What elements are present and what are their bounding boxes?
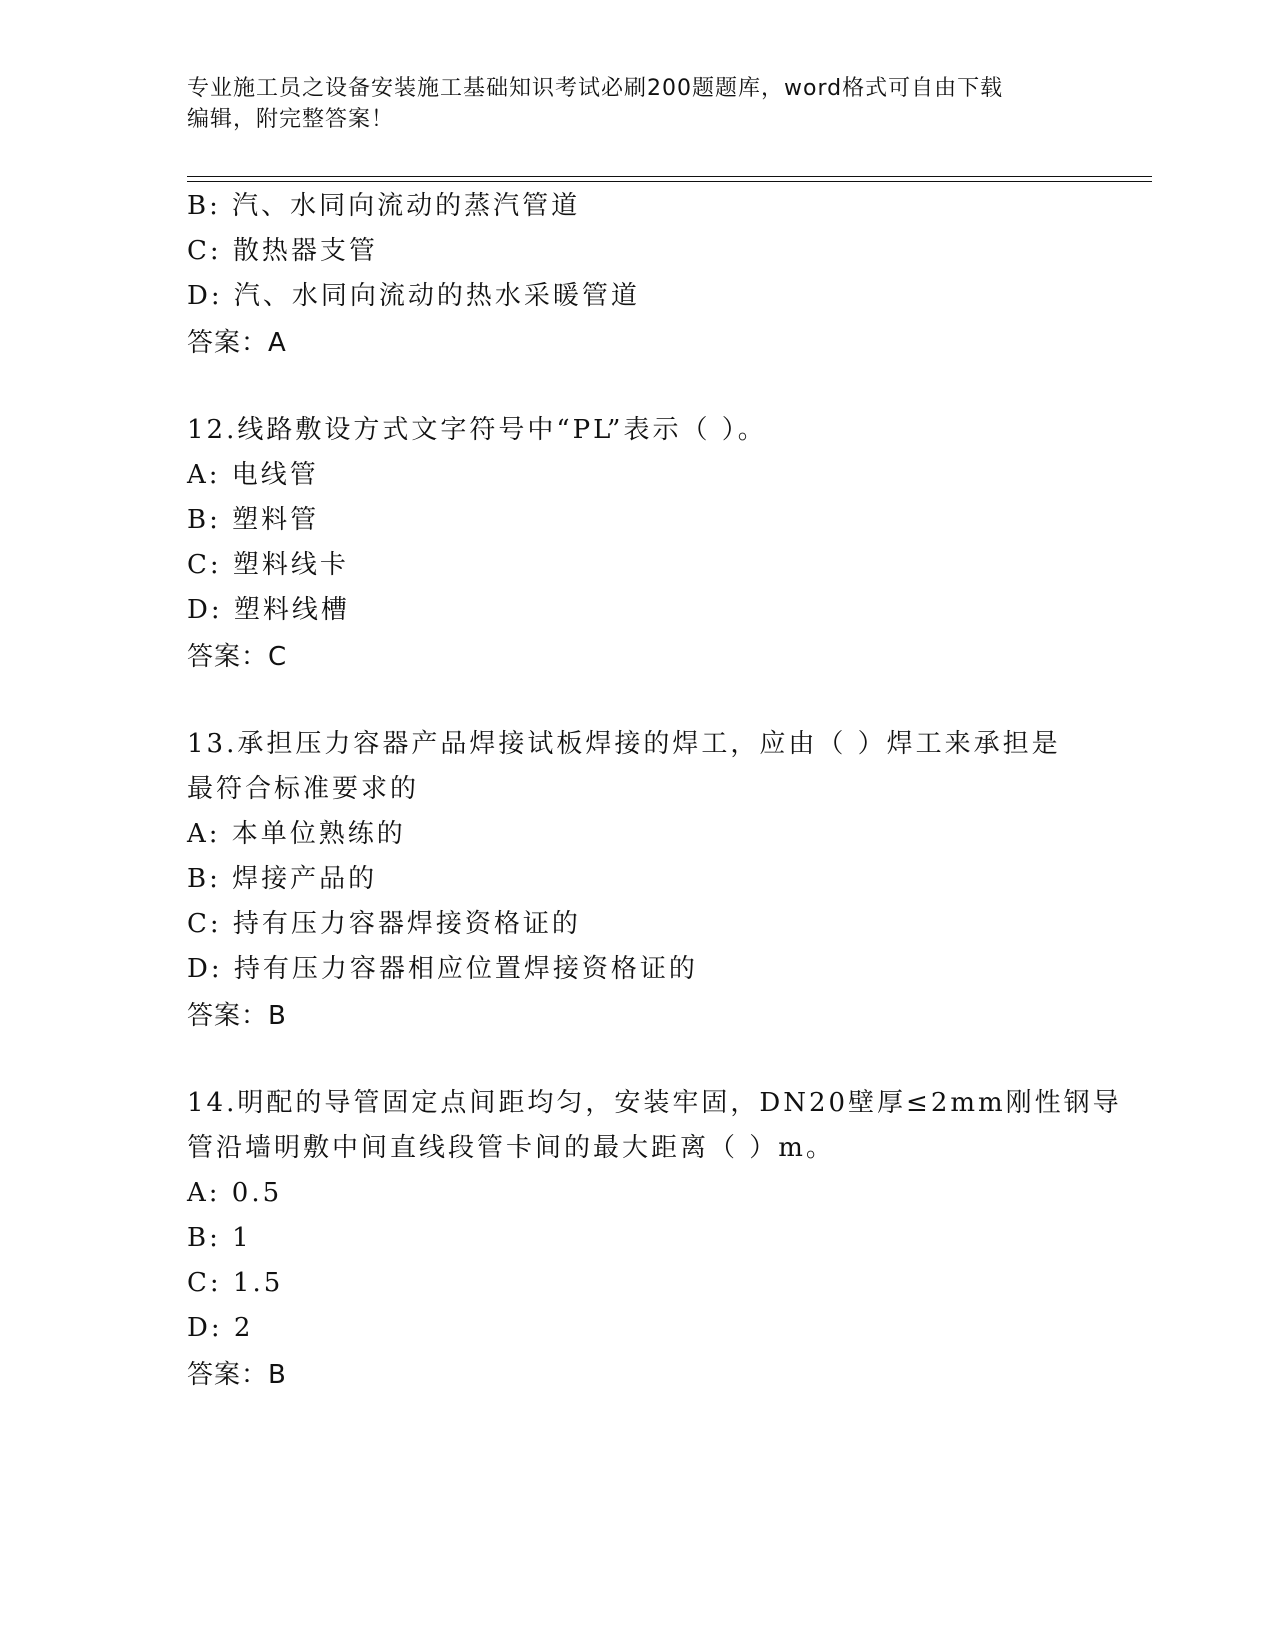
q14-option-a: A: 0.5 xyxy=(187,1178,283,1208)
q11-option-b: B: 汽、水同向流动的蒸汽管道 xyxy=(187,191,581,221)
q14-stem-line-1: 14.明配的导管固定点间距均匀，安装牢固，DN20壁厚≤2mm刚性钢导 xyxy=(187,1088,1122,1118)
q11-answer: 答案：A xyxy=(187,328,287,358)
q13-option-c: C: 持有压力容器焊接资格证的 xyxy=(187,909,581,939)
q14-option-c: C: 1.5 xyxy=(187,1268,284,1298)
q12-option-c: C: 塑料线卡 xyxy=(187,550,349,580)
q13-stem-line-1: 13.承担压力容器产品焊接试板焊接的焊工，应由（ ）焊工来承担是 xyxy=(187,729,1061,759)
q13-option-d: D: 持有压力容器相应位置焊接资格证的 xyxy=(187,954,698,984)
header-divider-top xyxy=(187,176,1152,177)
q13-option-b: B: 焊接产品的 xyxy=(187,864,378,894)
q13-stem-line-2: 最符合标准要求的 xyxy=(187,774,420,804)
document-header xyxy=(187,73,1087,135)
header-title-line-1: 专业施工员之设备安装施工基础知识考试必刷200题题库，word格式可自由下载 xyxy=(187,76,1004,101)
header-title-line-2: 编辑，附完整答案！ xyxy=(187,107,395,132)
q11-option-c: C: 散热器支管 xyxy=(187,236,378,266)
q14-stem-line-2: 管沿墙明敷中间直线段管卡间的最大距离（ ）m。 xyxy=(187,1133,835,1163)
q12-stem: 12.线路敷设方式文字符号中“PL”表示（ ）。 xyxy=(187,415,767,445)
q14-answer: 答案：B xyxy=(187,1360,287,1390)
header-divider-bottom xyxy=(187,181,1152,182)
q13-option-a: A: 本单位熟练的 xyxy=(187,819,406,849)
q12-option-a: A: 电线管 xyxy=(187,460,319,490)
q12-answer: 答案：C xyxy=(187,642,288,672)
q14-option-d: D: 2 xyxy=(187,1313,254,1343)
q13-answer: 答案：B xyxy=(187,1001,287,1031)
q14-option-b: B: 1 xyxy=(187,1223,252,1253)
q11-option-d: D: 汽、水同向流动的热水采暖管道 xyxy=(187,281,640,311)
q12-option-b: B: 塑料管 xyxy=(187,505,320,535)
q12-option-d: D: 塑料线槽 xyxy=(187,595,350,625)
